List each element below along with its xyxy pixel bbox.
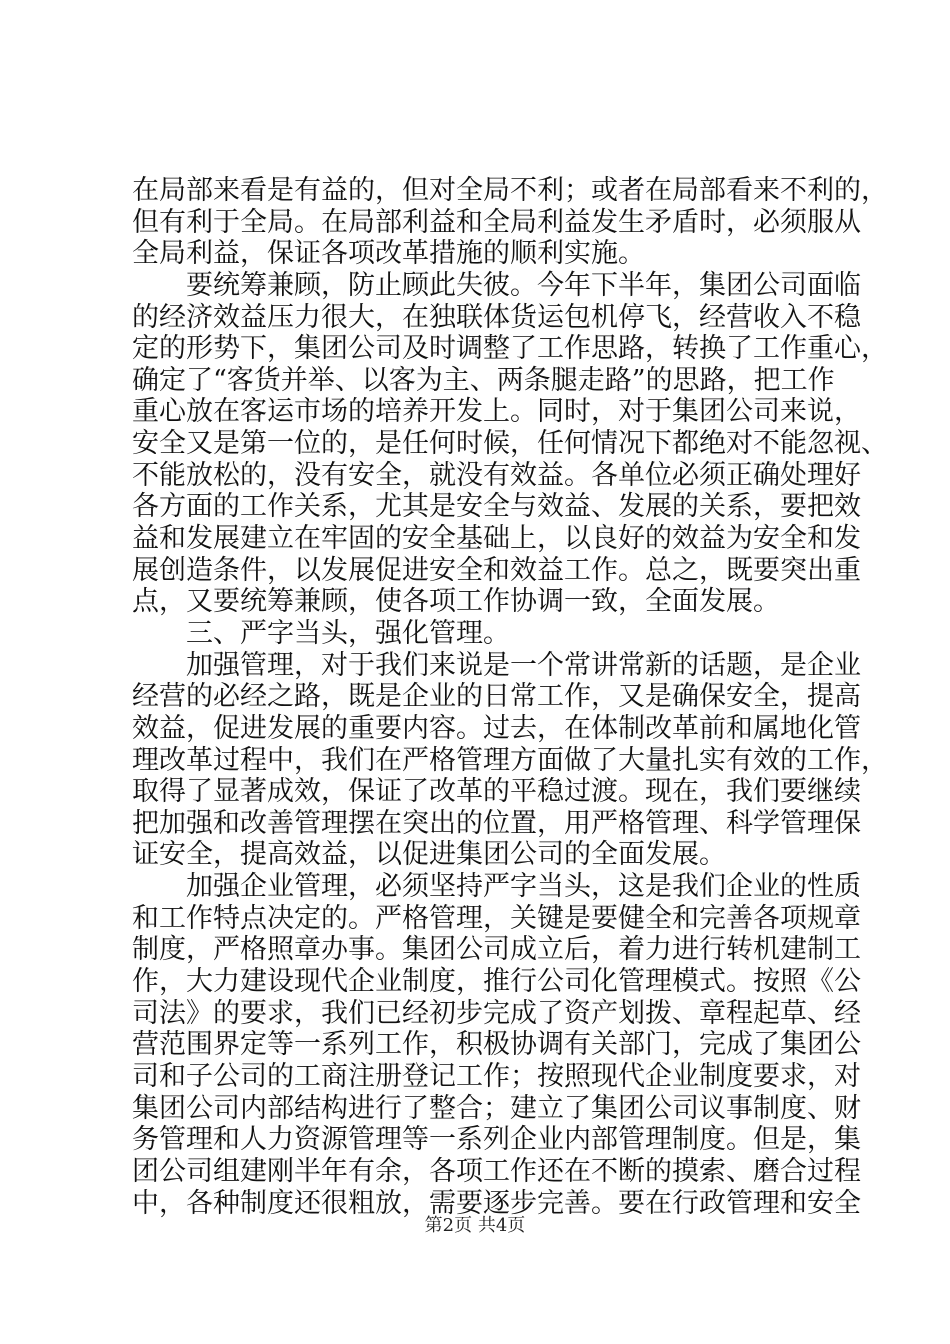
text-line: 理改革过程中，我们在严格管理方面做了大量扎实有效的工作， <box>132 744 888 776</box>
text-line: 确定了“客货并举、以客为主、两条腿走路”的思路，把工作 <box>132 364 835 396</box>
text-line: 制度，严格照章办事。集团公司成立后，着力进行转机建制工 <box>132 934 861 966</box>
page-number-footer: 第2页 共4页 <box>424 1215 526 1236</box>
text-line: 务管理和人力资源管理等一系列企业内部管理制度。但是，集 <box>132 1124 861 1156</box>
paragraph-first-line: 要统筹兼顾，防止顾此失彼。今年下半年，集团公司面临 <box>186 269 861 301</box>
text-line: 取得了显著成效，保证了改革的平稳过渡。现在，我们要继续 <box>132 776 861 808</box>
text-line: 点，又要统筹兼顾，使各项工作协调一致，全面发展。 <box>132 586 780 618</box>
paragraph-first-line: 加强企业管理，必须坚持严字当头，这是我们企业的性质 <box>186 871 861 903</box>
text-line: 司和子公司的工商注册登记工作；按照现代企业制度要求，对 <box>132 1060 861 1092</box>
text-line: 团公司组建刚半年有余，各项工作还在不断的摸索、磨合过程 <box>132 1155 861 1187</box>
text-line: 证安全，提高效益，以促进集团公司的全面发展。 <box>132 839 726 871</box>
text-line: 不能放松的，没有安全，就没有效益。各单位必须正确处理好 <box>132 459 861 491</box>
text-line: 集团公司内部结构进行了整合；建立了集团公司议事制度、财 <box>132 1092 861 1124</box>
text-line: 在局部来看是有益的，但对全局不利；或者在局部看来不利的， <box>132 175 888 206</box>
text-line: 各方面的工作关系，尤其是安全与效益、发展的关系，要把效 <box>132 491 861 523</box>
text-line: 全局利益，保证各项改革措施的顺利实施。 <box>132 238 645 270</box>
text-line: 但有利于全局。在局部利益和全局利益发生矛盾时，必须服从 <box>132 206 861 238</box>
text-line: 中，各种制度还很粗放，需要逐步完善。要在行政管理和安全 <box>132 1187 861 1219</box>
text-line: 安全又是第一位的，是任何时候，任何情况下都绝对不能忽视、 <box>132 428 888 460</box>
text-line: 营范围界定等一系列工作，积极协调有关部门，完成了集团公 <box>132 1029 861 1061</box>
text-line: 和工作特点决定的。严格管理，关键是要健全和完善各项规章 <box>132 902 861 934</box>
paragraph-first-line: 加强管理，对于我们来说是一个常讲常新的话题，是企业 <box>186 649 861 681</box>
text-line: 定的形势下，集团公司及时调整了工作思路，转换了工作重心， <box>132 333 888 365</box>
text-line: 作，大力建设现代企业制度，推行公司化管理模式。按照《公 <box>132 966 861 998</box>
text-line: 展创造条件，以发展促进安全和效益工作。总之，既要突出重 <box>132 554 861 586</box>
text-line: 经营的必经之路，既是企业的日常工作，又是确保安全，提高 <box>132 681 861 713</box>
section-heading: 三、严字当头，强化管理。 <box>186 617 510 649</box>
document-body <box>132 175 888 1219</box>
text-line: 重心放在客运市场的培养开发上。同时，对于集团公司来说， <box>132 396 861 428</box>
text-line: 益和发展建立在牢固的安全基础上，以良好的效益为安全和发 <box>132 523 861 555</box>
text-line: 的经济效益压力很大，在独联体货运包机停飞，经营收入不稳 <box>132 301 861 333</box>
text-line: 效益，促进发展的重要内容。过去，在体制改革前和属地化管 <box>132 712 861 744</box>
text-line: 把加强和改善管理摆在突出的位置，用严格管理、科学管理保 <box>132 807 861 839</box>
text-line: 司法》的要求，我们已经初步完成了资产划拨、章程起草、经 <box>132 997 861 1029</box>
